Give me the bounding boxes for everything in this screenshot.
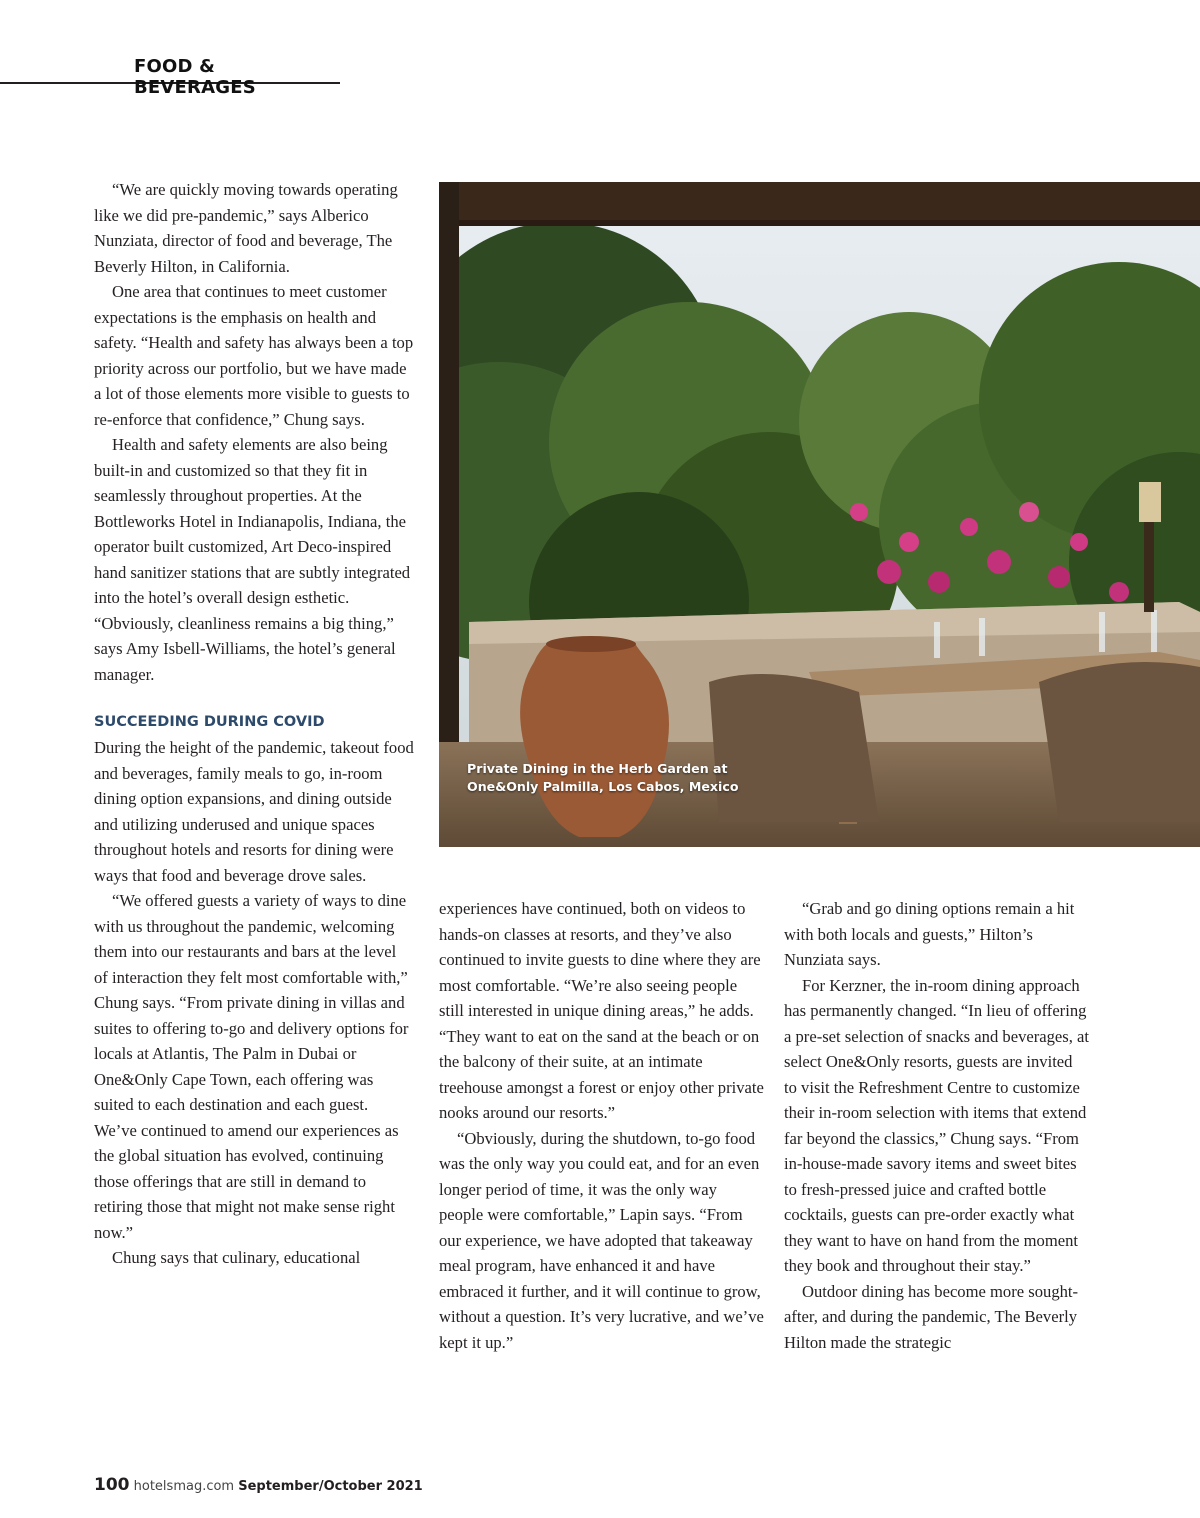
section-header bbox=[0, 52, 340, 98]
paragraph: One area that continues to meet customer expectations is the emphasis on health and safety. “Health and safety has always been a top priority across our portfolio, but we have made a lot of those elements more visible to guests to re-enforce that confidence,” Chung says. bbox=[94, 282, 414, 429]
paragraph: During the height of the pandemic, takeout food and beverages, family meals to go, in-room dining option expansions, and dining outside and utilizing underused and unique spaces throughout hotels and resorts for dining were ways that food and beverage drove sales. bbox=[94, 738, 414, 885]
garden-dining-illustration bbox=[439, 182, 1200, 847]
paragraph: “Obviously, during the shutdown, to-go food was the only way you could eat, and for an even longer period of time, it was the only way people were comfortable,” Lapin says. “From our experience, we have adopted that takeaway meal program, have enhanced it and have embraced it further, and it will continue to grow, without a question. It’s very lucrative, and we’ve kept it up.” bbox=[439, 1128, 764, 1352]
paragraph: Outdoor dining has become more sought-after, and during the pandemic, The Beverly Hilton made the strategic bbox=[784, 1281, 1079, 1352]
article-column-3 bbox=[784, 896, 1089, 1355]
dining-photo bbox=[439, 182, 1200, 847]
paragraph: “Grab and go dining options remain a hit with both locals and guests,” Hilton’s Nunziata says. bbox=[784, 899, 1075, 969]
paragraph: “We are quickly moving towards operating like we did pre-pandemic,” says Alberico Nunziata, director of food and beverage, The Beverly Hilton, in California. bbox=[94, 180, 398, 276]
section-subhead: SUCCEEDING DURING COVID bbox=[94, 714, 325, 730]
page-number: 100 bbox=[94, 1475, 130, 1495]
paragraph: Health and safety elements are also being built-in and customized so that they fit in seamlessly throughout properties. At the Bottleworks Hotel in Indianapolis, Indiana, the operator built customized, Art Deco-inspired hand sanitizer stations that are subtly integrated into the hotel’s overall design esthetic. “Obviously, cleanliness remains a big thing,” says Amy Isbell-Williams, the hotel’s general manager. bbox=[94, 435, 411, 684]
article-column-1 bbox=[94, 177, 414, 1271]
section-title: FOOD & BEVERAGES bbox=[134, 56, 256, 98]
issue-date: September/October 2021 bbox=[238, 1479, 423, 1494]
photo-caption bbox=[467, 760, 767, 796]
paragraph: experiences have continued, both on videos to hands-on classes at resorts, and they’ve also continued to invite guests to dine where they are most comfortable. “We’re also seeing people still interested in unique dining areas,” he adds. “They want to eat on the sand at the beach or on the balcony of their suite, at an intimate treehouse amongst a forest or enjoy other private nooks around our resorts.” bbox=[439, 899, 764, 1122]
page-footer bbox=[94, 1475, 423, 1495]
website-link[interactable]: hotelsmag.com bbox=[133, 1479, 235, 1494]
paragraph: “We offered guests a variety of ways to dine with us throughout the pandemic, welcoming them into our restaurants and bars at the level of interaction they felt most comfortable with,” Chung says. “From private dining in villas and suites to offering to-go and delivery options for locals at Atlantis, The Palm in Dubai or One&Only Cape Town, each offering was suited to each destination and each guest. We’ve continued to amend our experiences as the global situation has evolved, continuing those offerings that are still in demand to retiring those that might not make sense right now.” bbox=[94, 891, 409, 1242]
caption-line: Private Dining in the Herb Garden at bbox=[467, 761, 728, 776]
paragraph: For Kerzner, the in-room dining approach has permanently changed. “In lieu of offering a pre-set selection of snacks and beverages, at select One&Only resorts, guests are invited to visit the Refreshment Centre to customize their in-room selection with items that extend far beyond the classics,” Chung says. “From in-house-made savory items and sweet bites to fresh-pressed juice and crafted bottle cocktails, guests can pre-order exactly what they want to have on hand from the moment they book and throughout their stay.” bbox=[784, 975, 1090, 1275]
paragraph: Chung says that culinary, educational bbox=[112, 1248, 361, 1267]
article-column-2 bbox=[439, 896, 764, 1355]
caption-line: One&Only Palmilla, Los Cabos, Mexico bbox=[467, 779, 739, 794]
